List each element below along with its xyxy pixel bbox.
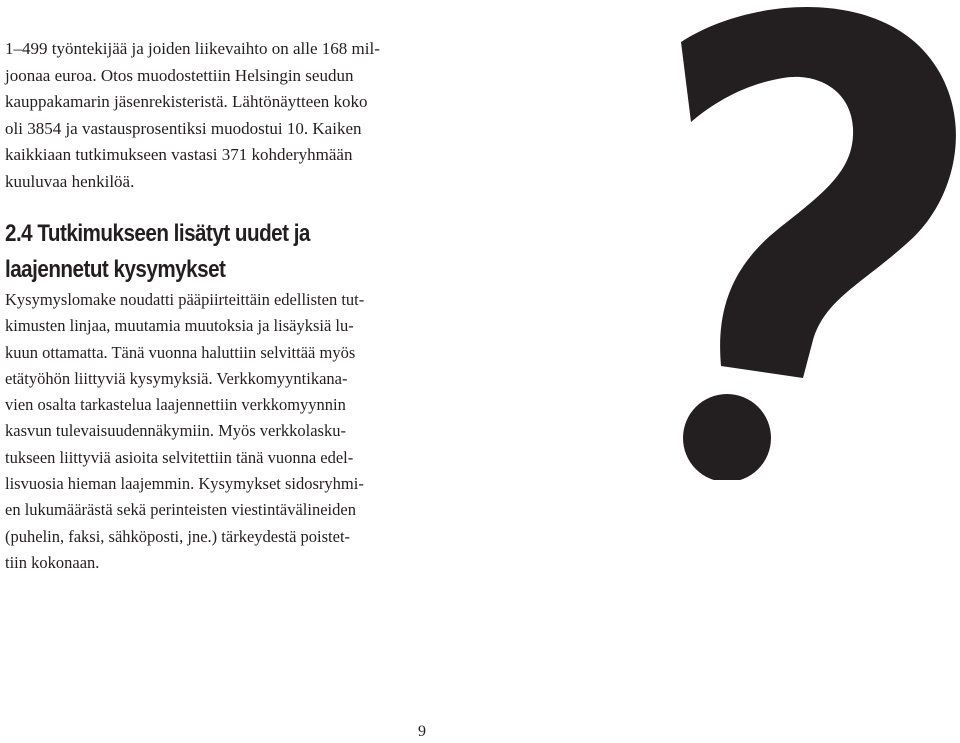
text-line: kauppakamarin jäsenrekisteristä. Lähtönäytteen koko (5, 92, 368, 111)
question-mark-dot (683, 394, 771, 480)
text-line: vien osalta tarkastelua laajennettiin verkkomyynnin (5, 395, 346, 415)
text-line: 1–499 työntekijää ja joiden liikevaihto on alle 168 mil- (5, 39, 380, 58)
text-line: kuun ottamatta. Tänä vuonna haluttiin selvittää myös (5, 342, 356, 362)
question-mark-icon (655, 0, 960, 480)
text-line: kasvun tulevaisuudennäkymiin. Myös verkkolasku- (5, 421, 346, 441)
body-paragraph (5, 287, 425, 576)
text-line: lisvuosia hieman laajemmin. Kysymykset sidosryhmi- (5, 474, 364, 494)
text-line: Kysymyslomake noudatti pääpiirteittäin edellisten tut- (5, 290, 365, 309)
text-line: joonaa euroa. Otos muodostettiin Helsingin seudun (5, 65, 354, 85)
heading-line: 2.4 Tutkimukseen lisätyt uudet ja (5, 220, 310, 247)
text-line: kaikkiaan tutkimukseen vastasi 371 kohderyhmään (5, 145, 353, 164)
text-line: kuuluvaa henkilöä. (5, 171, 135, 191)
text-line: oli 3854 ja vastausprosentiksi muodostui 10. Kaiken (5, 118, 362, 138)
text-line: kimusten linjaa, muutamia muutoksia ja lisäyksiä lu- (5, 316, 354, 336)
text-line: (puhelin, faksi, sähköposti, jne.) tärkeydestä poistet- (5, 526, 351, 546)
section-heading (5, 216, 366, 288)
page-number: 9 (418, 723, 426, 740)
heading-line: laajennetut kysymykset (5, 256, 226, 283)
text-line: tiin kokonaan. (5, 552, 100, 572)
text-line: en lukumäärästä sekä perinteisten viestintävälineiden (5, 500, 356, 520)
text-line: tukseen liittyviä asioita selvitettiin tänä vuonna edel- (5, 447, 354, 467)
text-line: etätyöhön liittyviä kysymyksiä. Verkkomyyntikana- (5, 368, 348, 388)
question-mark-hook (681, 7, 956, 378)
intro-paragraph (5, 36, 425, 195)
